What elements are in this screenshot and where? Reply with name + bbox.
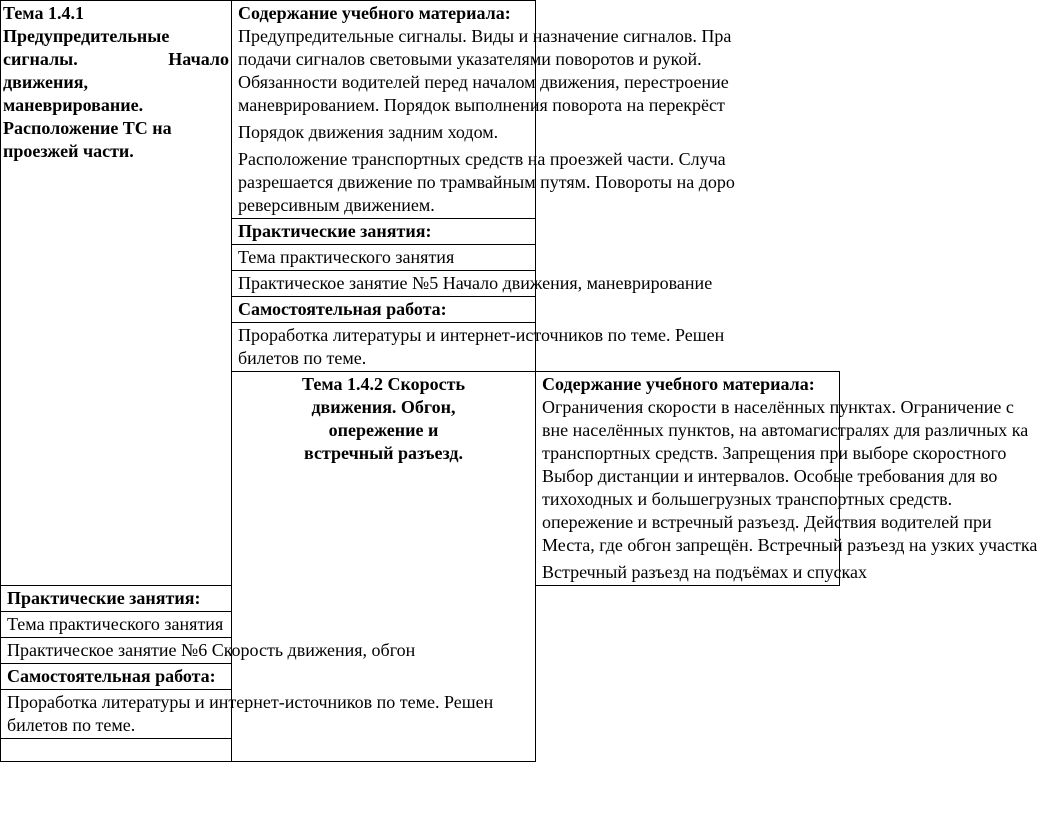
content-line: тихоходных и большегрузных транспортных средств. (542, 489, 953, 509)
self-work-line: билетов по теме. (7, 715, 136, 735)
practice-item: Практическое занятие №5 Начало движения, маневрирование (232, 271, 536, 297)
content-line: Встречный разъезд на подъёмах и спусках (542, 562, 867, 582)
topic-1-title-line: Тема 1.4.1 (3, 3, 84, 23)
trailing-empty-cell (1, 739, 232, 762)
topic-2-title-line: движения. Обгон, (311, 397, 456, 417)
topic-2-title-line: встречный разъезд. (304, 443, 463, 463)
content-line: Порядок движения задним ходом. (238, 122, 499, 142)
content-line: реверсивным движением. (238, 195, 435, 215)
practice-header: Практические занятия: (232, 219, 536, 245)
self-work-line: Проработка литературы и интернет-источников по теме. Решен (7, 692, 494, 712)
topic-1-title-line: Предупредительные (3, 26, 170, 46)
content-line: опережение и встречный разъезд. Действия водителей при (542, 512, 992, 532)
self-work-cell (1, 690, 494, 739)
topic-1-title-line: Расположение ТС на (3, 118, 172, 138)
self-work-line: билетов по теме. (238, 348, 367, 368)
topic-2-title-line: опережение и (328, 420, 439, 440)
content-line: Предупредительные сигналы. Виды и назначение сигналов. Пра (238, 26, 732, 46)
topic-1-title-word: сигналы. (3, 49, 78, 69)
content-line: маневрированием. Порядок выполнения поворота на перекрёст (238, 95, 725, 115)
self-work-header: Самостоятельная работа: (1, 664, 232, 690)
content-line: разрешается движение по трамвайным путям. Повороты на доро (238, 172, 735, 192)
topic-1-title-line: движения, (3, 72, 88, 92)
content-line: Обязанности водителей перед началом движения, перестроение (238, 72, 729, 92)
content-header: Содержание учебного материала: (542, 374, 815, 394)
content-line: вне населённых пунктов, на автомагистралях для различных ка (542, 420, 1029, 440)
self-work-cell (232, 323, 725, 372)
content-line: подачи сигналов световыми указателями поворотов и рукой. (238, 49, 702, 69)
content-line: Расположение транспортных средств на проезжей части. Случа (238, 149, 726, 169)
content-line: Места, где обгон запрещён. Встречный разъезд на узких участка (542, 535, 1037, 555)
topic-1-title-last: проезжей части. (3, 141, 134, 161)
topic-2-title-line: Тема 1.4.2 Скорость (302, 374, 465, 394)
topic-1-title-word: Начало (168, 49, 229, 69)
practice-topic-label: Тема практического занятия (1, 612, 232, 638)
topic-1-title-line (3, 140, 229, 163)
practice-item: Практическое занятие №6 Скорость движения, обгон (1, 638, 232, 664)
topic-1-content-cell (232, 1, 735, 219)
content-line: транспортных средств. Запрещения при выборе скоростного (542, 443, 1007, 463)
topic-2-content-cell (536, 372, 1037, 586)
content-line: Выбор дистанции и интервалов. Особые требования для во (542, 466, 998, 486)
self-work-header: Самостоятельная работа: (232, 297, 536, 323)
topic-1-title-line: маневрирование. (3, 95, 144, 115)
self-work-line: Проработка литературы и интернет-источников по теме. Решен (238, 325, 725, 345)
content-header: Содержание учебного материала: (238, 3, 511, 23)
content-line: Ограничения скорости в населённых пунктах. Ограничение с (542, 397, 1014, 417)
topic-1-title-cell (1, 1, 232, 586)
topic-1-title-line (3, 48, 229, 71)
practice-topic-label: Тема практического занятия (232, 245, 536, 271)
topic-1-content-row (1, 1, 840, 219)
practice-header: Практические занятия: (1, 586, 232, 612)
